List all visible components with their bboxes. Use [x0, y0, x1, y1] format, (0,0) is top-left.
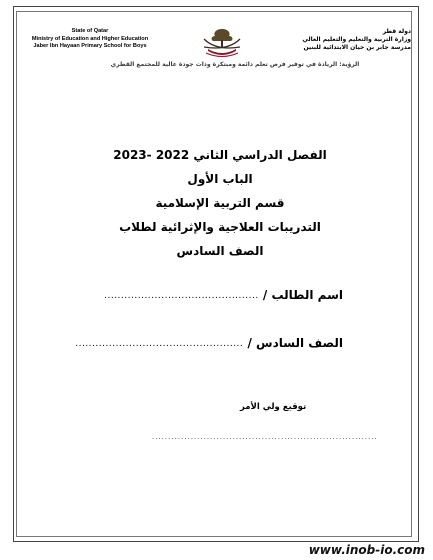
- footer-website[interactable]: www.inob-io.com: [308, 543, 425, 557]
- class-field[interactable]: [75, 336, 343, 350]
- header-arabic: [271, 28, 411, 52]
- qatar-emblem-icon: [196, 27, 248, 61]
- class-blank[interactable]: ..................................................: [75, 338, 244, 349]
- header-en-line: State of Qatar: [71, 28, 109, 34]
- header-en-line: Ministry of Education and Higher Education: [31, 35, 149, 42]
- signature-blank[interactable]: ......................................................................: [152, 433, 378, 441]
- header-ar-line: وزارة التربية والتعليم والتعليم العالي: [302, 36, 411, 43]
- class-label: الصف السادس /: [247, 336, 343, 350]
- semester-title: الفصل الدراسي الثاني 2022 -2023: [113, 148, 327, 162]
- vision-statement: الرؤية: الريادة في توفير فرص تعلم دائمة ومبتكرة وذات جودة عالية للمجتمع القطري: [110, 61, 360, 68]
- student-name-blank[interactable]: ..............................................: [104, 290, 259, 301]
- header-en-line: Jaber Ibn Hayaan Primary School for Boys: [33, 43, 147, 49]
- department-title: قسم التربية الإسلامية: [155, 196, 285, 210]
- header-ar-line: مدرسة جابر بن حيان الابتدائية للبنين: [303, 44, 411, 51]
- grade-title: الصف السادس: [176, 244, 264, 258]
- header-ar-line: دولة قطر: [382, 28, 411, 35]
- student-name-label: اسم الطالب /: [262, 288, 343, 302]
- title-block: [60, 143, 380, 263]
- header-english: [20, 28, 160, 51]
- exercises-title: التدريبات العلاجية والإثرائية لطلاب: [119, 220, 321, 234]
- guardian-signature-label: توقيع ولي الأمر: [240, 402, 307, 412]
- chapter-title: الباب الأول: [187, 172, 253, 186]
- student-name-field[interactable]: [104, 288, 343, 302]
- page-border-inner: [16, 11, 412, 537]
